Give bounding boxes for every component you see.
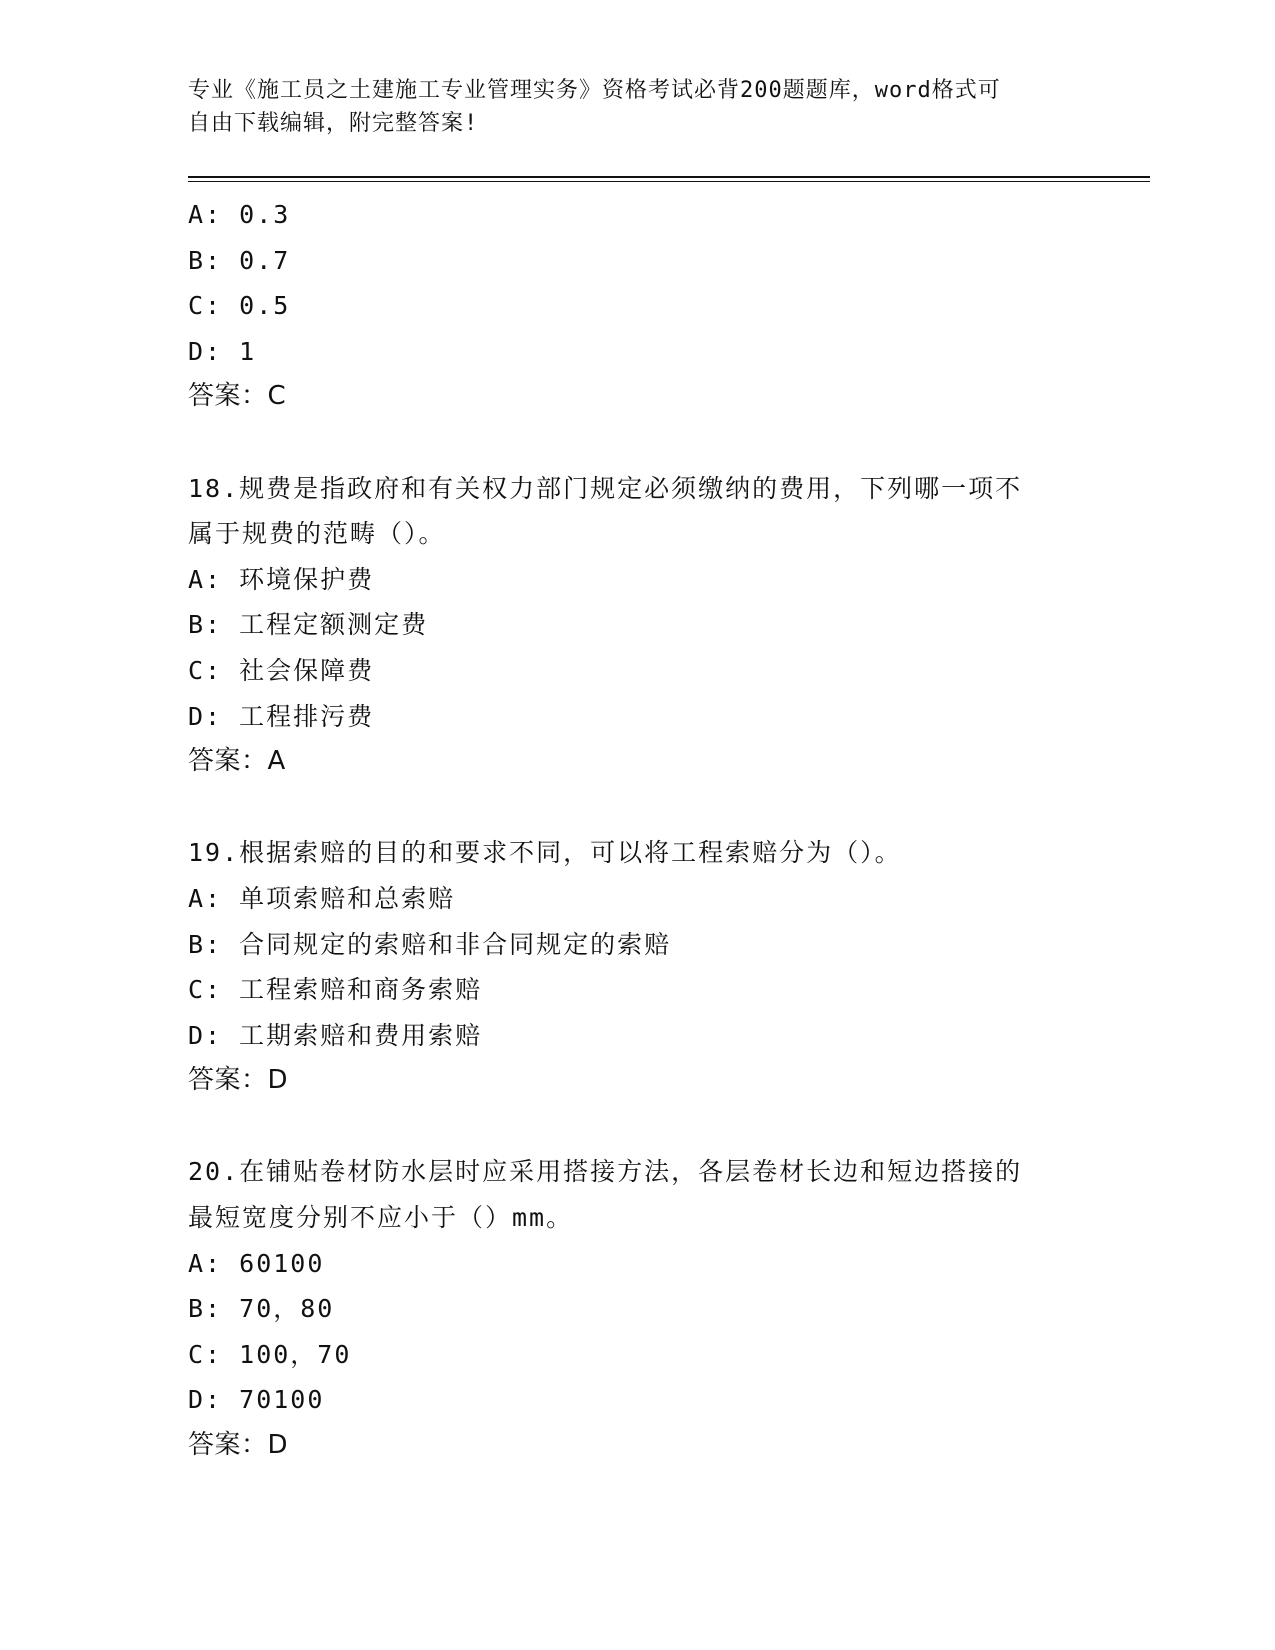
option-b: B: 工程定额测定费: [188, 610, 429, 640]
header-title-line-1: 专业《施工员之土建施工专业管理实务》资格考试必背200题题库，word格式可: [188, 78, 1001, 103]
question-stem-line-1: 18.规费是指政府和有关权力部门规定必须缴纳的费用，下列哪一项不: [188, 473, 1023, 503]
question-stem-line-1: 19.根据索赔的目的和要求不同，可以将工程索赔分为（）。: [188, 838, 902, 868]
document-header: [188, 74, 1068, 140]
option-a: A: 0.3: [188, 200, 291, 229]
option-c: C: 100，70: [188, 1339, 352, 1369]
header-title-line-2: 自由下载编辑，附完整答案!: [188, 111, 479, 136]
answer: 答案：A: [188, 746, 286, 777]
question-20: [188, 1149, 1088, 1468]
question-19: [188, 830, 1088, 1104]
option-b: B: 70，80: [188, 1294, 335, 1324]
spacer: [188, 420, 1088, 466]
answer: 答案：D: [188, 1430, 289, 1461]
answer: 答案：D: [188, 1065, 289, 1096]
header-divider-thin: [188, 181, 1150, 182]
option-b: B: 0.7: [188, 245, 291, 275]
spacer: [188, 1104, 1088, 1150]
option-c: C: 社会保障费: [188, 655, 375, 685]
question-stem-line-2: 属于规费的范畴（）。: [188, 519, 446, 549]
option-a: A: 60100: [188, 1248, 325, 1278]
option-d: D: 工程排污费: [188, 701, 375, 731]
answer: 答案：C: [188, 381, 287, 412]
option-d: D: 1: [188, 336, 257, 366]
question-stem-line-2: 最短宽度分别不应小于（）mm。: [188, 1203, 574, 1233]
question-17: [188, 192, 1088, 420]
option-a: A: 单项索赔和总索赔: [188, 883, 456, 913]
spacer: [188, 785, 1088, 831]
header-divider-thick: [188, 176, 1150, 178]
option-b: B: 合同规定的索赔和非合同规定的索赔: [188, 929, 672, 959]
option-c: C: 0.5: [188, 291, 291, 321]
option-d: D: 70100: [188, 1385, 325, 1415]
question-list: [188, 192, 1088, 1469]
option-d: D: 工期索赔和费用索赔: [188, 1020, 483, 1050]
option-c: C: 工程索赔和商务索赔: [188, 975, 483, 1005]
option-a: A: 环境保护费: [188, 564, 375, 594]
question-18: [188, 466, 1088, 785]
question-stem-line-1: 20.在铺贴卷材防水层时应采用搭接方法，各层卷材长边和短边搭接的: [188, 1157, 1023, 1187]
